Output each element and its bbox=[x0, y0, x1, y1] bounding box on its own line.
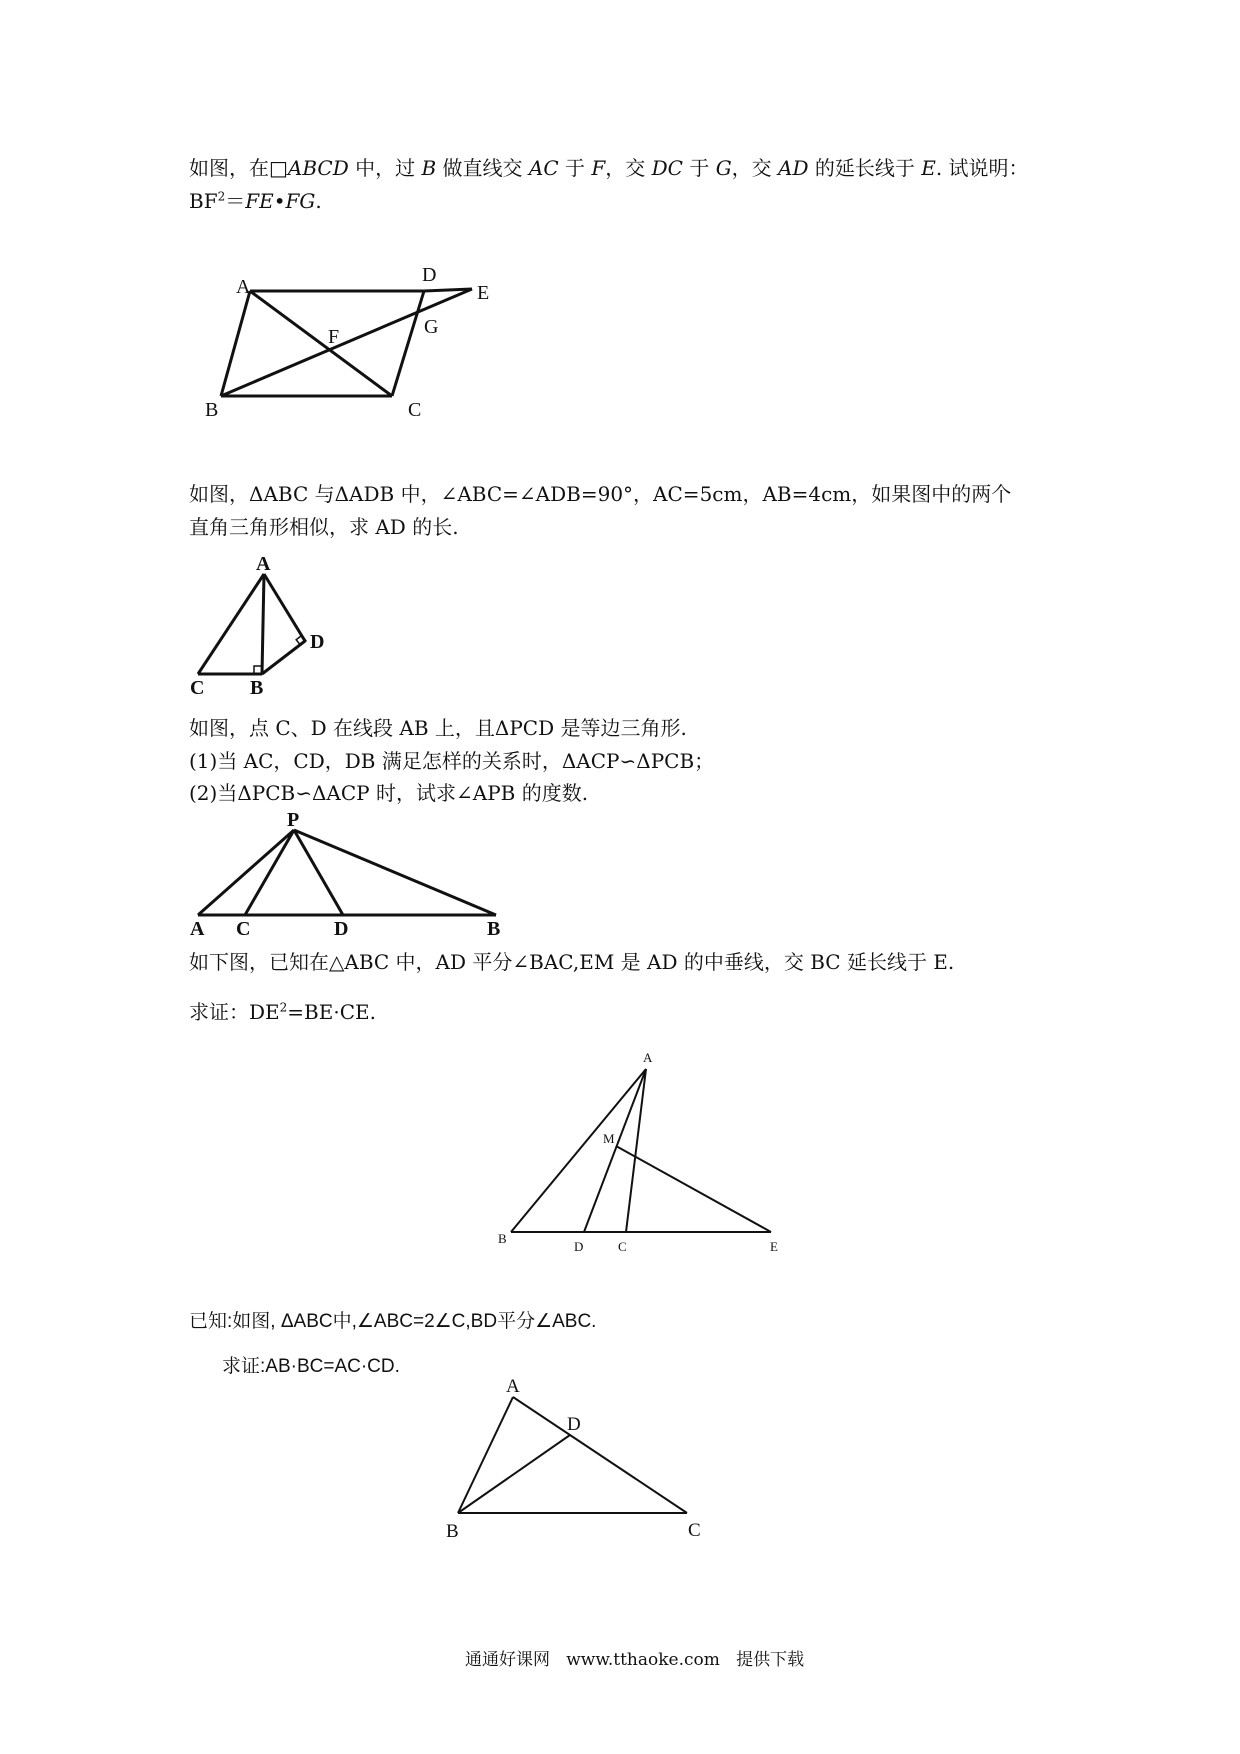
label-c: C bbox=[618, 1239, 627, 1254]
label-b: B bbox=[250, 677, 264, 699]
footer bbox=[465, 1645, 804, 1670]
label-c: C bbox=[688, 1520, 701, 1541]
label-c: C bbox=[408, 399, 422, 421]
footer-suffix: 提供下载 bbox=[736, 1650, 805, 1670]
label-a: A bbox=[256, 553, 271, 575]
segment-bd bbox=[458, 1435, 570, 1513]
label-b: B bbox=[446, 1521, 459, 1542]
problem-4-line-2: 求证：$DE^2=BE\cdot CE$. bbox=[189, 1000, 376, 1024]
footer-url[interactable]: www.tthaoke.com bbox=[566, 1650, 720, 1670]
label-e: E bbox=[770, 1239, 778, 1254]
label-a: A bbox=[190, 918, 205, 940]
label-a: A bbox=[236, 276, 251, 298]
label-d: D bbox=[310, 631, 325, 653]
label-a: A bbox=[643, 1050, 653, 1065]
label-d: D bbox=[334, 918, 349, 940]
problem-2-line-2: 直角三角形相似，求 AD 的长. bbox=[189, 515, 459, 539]
label-d: D bbox=[422, 264, 437, 286]
label-g: G bbox=[424, 316, 439, 338]
problem-2-line-1: 如图，ΔABC 与ΔADB 中，∠ABC=∠ADB=90°，AC=5cm，AB=4cm，如果图中的两个 bbox=[189, 482, 1012, 506]
label-d: D bbox=[574, 1239, 584, 1254]
label-m: M bbox=[603, 1131, 615, 1146]
footer-site: 通通好课网 bbox=[465, 1650, 550, 1670]
problem-4-line-1: 如下图，已知在△ABC 中，AD 平分∠BAC,EM 是 AD 的中垂线，交 BC 延长线于 E. bbox=[189, 950, 955, 974]
label-c: C bbox=[236, 918, 251, 940]
problem-1-line-1: 如图，在□ABCD 中，过 B 做直线交 AC 于 F，交 DC 于 G，交 AD 的延长线于 E. 试说明： bbox=[189, 156, 1029, 180]
problem-1-line-2: $BF^2=FE•FG$. bbox=[189, 189, 322, 213]
label-b: B bbox=[487, 918, 501, 940]
label-b: B bbox=[205, 399, 219, 421]
label-d: D bbox=[567, 1414, 581, 1435]
problem-3-line-2: (1)当 AC，CD，DB 满足怎样的关系时，ΔACP∽ΔPCB； bbox=[189, 749, 715, 773]
parallelogram-symbol: □ bbox=[269, 156, 288, 180]
problem-5-line-1: 已知:如图, ΔABC中,∠ABC=2∠C,BD平分∠ABC. bbox=[189, 1311, 597, 1332]
segment-ac bbox=[513, 1397, 687, 1513]
problem-5-line-2: 求证:AB·BC=AC·CD. bbox=[222, 1356, 400, 1377]
label-f: F bbox=[328, 326, 340, 348]
label-b: B bbox=[498, 1231, 507, 1246]
label-p: P bbox=[287, 809, 300, 831]
problem-3-line-1: 如图，点 C、D 在线段 AB 上，且ΔPCD 是等边三角形. bbox=[189, 716, 687, 740]
label-a: A bbox=[506, 1376, 520, 1397]
problem-3-line-3: (2)当ΔPCB∽ΔACP 时，试求∠APB 的度数. bbox=[189, 781, 589, 805]
label-c: C bbox=[190, 677, 205, 699]
segment-ab bbox=[458, 1397, 513, 1513]
label-e: E bbox=[477, 282, 490, 304]
